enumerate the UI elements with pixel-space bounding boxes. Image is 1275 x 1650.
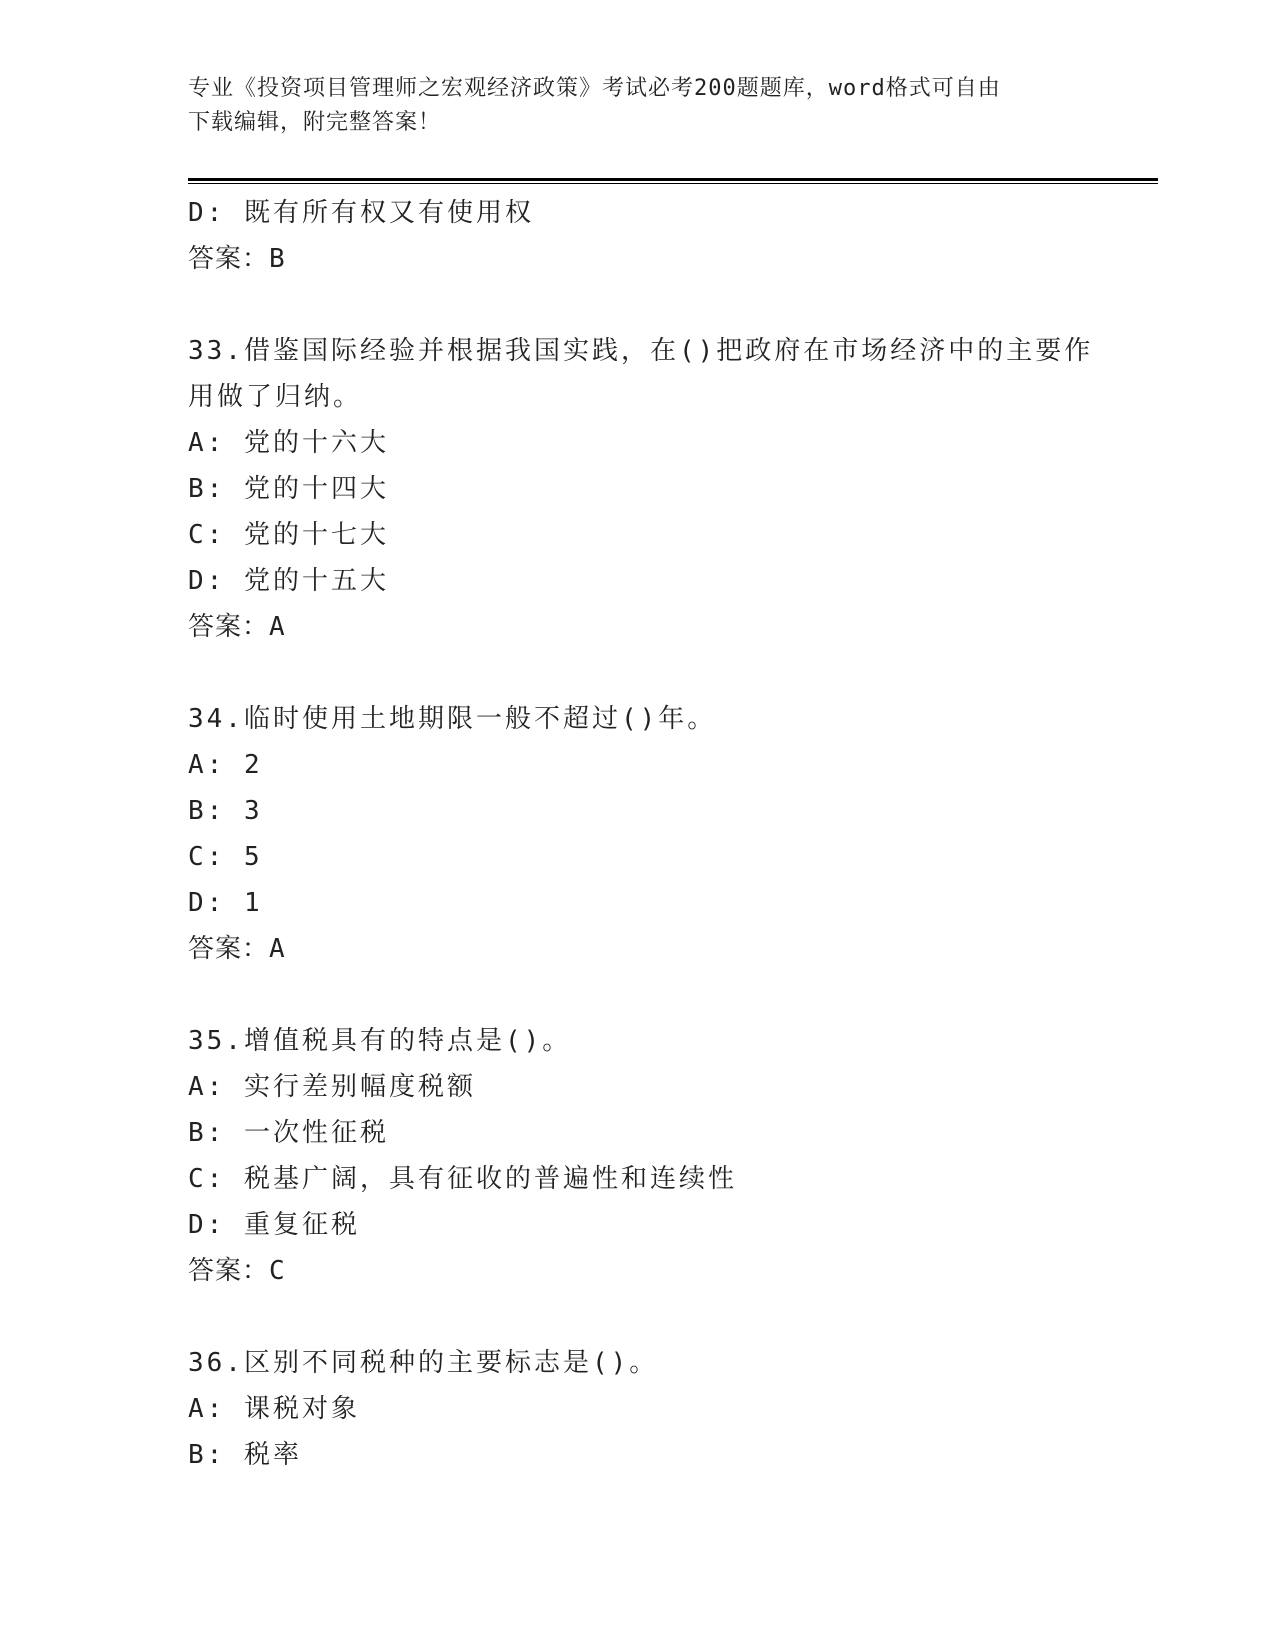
q33-option-c: C: 党的十七大	[188, 520, 389, 550]
question-32-tail	[188, 190, 1088, 282]
q36-stem: 36.区别不同税种的主要标志是()。	[188, 1348, 659, 1378]
q35-option-c: C: 税基广阔，具有征收的普遍性和连续性	[188, 1164, 737, 1194]
q33-stem-line-2: 用做了归纳。	[188, 382, 363, 412]
q36-option-b: B: 税率	[188, 1440, 302, 1470]
q35-option-a: A: 实行差别幅度税额	[188, 1072, 476, 1102]
q34-option-d: D: 1	[188, 888, 263, 918]
q35-stem: 35.增值税具有的特点是()。	[188, 1026, 572, 1056]
q35-option-d: D: 重复征税	[188, 1210, 360, 1240]
header-divider-thin	[188, 183, 1158, 184]
spacer	[188, 972, 1088, 1018]
header-line-1: 专业《投资项目管理师之宏观经济政策》考试必考200题题库，word格式可自由	[188, 76, 1001, 101]
q33-stem-line-1: 33.借鉴国际经验并根据我国实践，在()把政府在市场经济中的主要作	[188, 336, 1094, 366]
q33-option-b: B: 党的十四大	[188, 474, 389, 504]
q34-stem: 34.临时使用土地期限一般不超过()年。	[188, 704, 717, 734]
spacer	[188, 650, 1088, 696]
document-header	[188, 72, 1088, 140]
q32-answer: 答案：B	[188, 244, 286, 274]
question-36	[188, 1340, 1088, 1478]
question-34	[188, 696, 1088, 972]
q35-option-b: B: 一次性征税	[188, 1118, 389, 1148]
spacer	[188, 1294, 1088, 1340]
q36-option-a: A: 课税对象	[188, 1394, 360, 1424]
question-35	[188, 1018, 1088, 1294]
q33-option-a: A: 党的十六大	[188, 428, 389, 458]
q34-answer: 答案：A	[188, 934, 286, 964]
q34-option-b: B: 3	[188, 796, 263, 826]
spacer	[188, 282, 1088, 328]
q34-option-c: C: 5	[188, 842, 263, 872]
header-divider-thick	[188, 178, 1158, 181]
question-list	[188, 190, 1094, 1478]
question-33	[188, 328, 1094, 650]
q35-answer: 答案：C	[188, 1256, 286, 1286]
q33-option-d: D: 党的十五大	[188, 566, 389, 596]
q33-answer: 答案：A	[188, 612, 286, 642]
header-line-2: 下载编辑，附完整答案！	[188, 110, 442, 135]
q34-option-a: A: 2	[188, 750, 263, 780]
q32-option-d: D: 既有所有权又有使用权	[188, 198, 534, 228]
